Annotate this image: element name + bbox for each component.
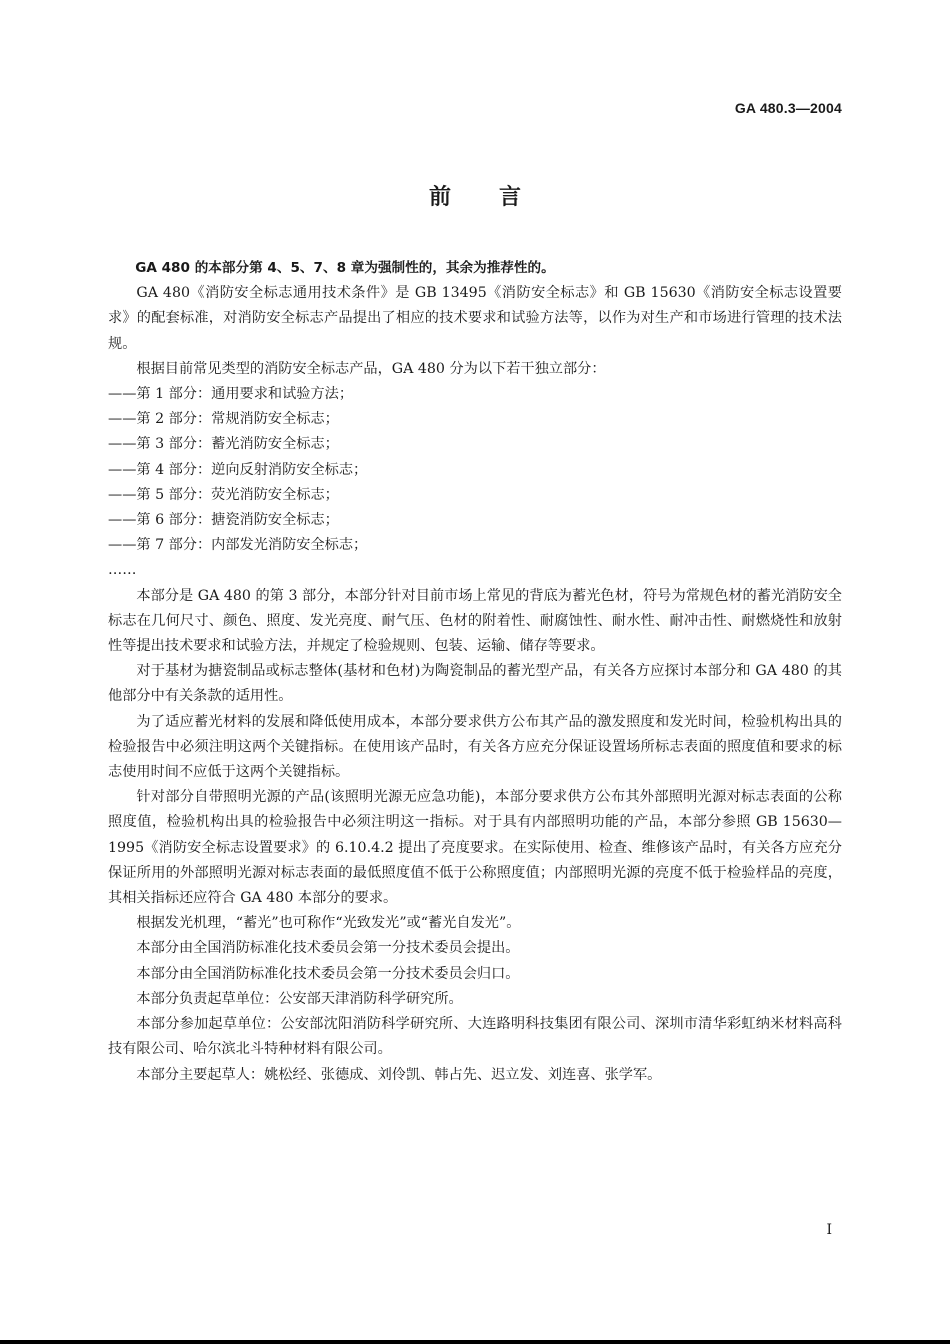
page-number: I xyxy=(826,1222,832,1238)
part-list-item: ——第 3 部分：蓄光消防安全标志； xyxy=(108,436,339,453)
bottom-border xyxy=(0,1340,950,1344)
paragraph-participating-units: 本部分参加起草单位：公安部沈阳消防科学研究所、大连路明科技集团有限公司、深圳市清华彩虹纳米材料高科技有限公司、哈尔滨北斗特种材料有限公司。 xyxy=(108,1016,842,1058)
mandatory-clause-statement: GA 480 的本部分第 4、5、7、8 章为强制性的，其余为推荐性的。 xyxy=(135,260,555,276)
part-list-item: ——第 4 部分：逆向反射消防安全标志； xyxy=(108,461,368,478)
paragraph-managed-by: 本部分由全国消防标准化技术委员会第一分技术委员会归口。 xyxy=(136,965,520,982)
paragraph-terminology: 根据发光机理，“蓄光”也可称作“光致发光”或“蓄光自发光”。 xyxy=(136,915,521,932)
paragraph-proposed-by: 本部分由全国消防标准化技术委员会第一分技术委员会提出。 xyxy=(136,940,520,957)
part-list-item: ——第 6 部分：搪瓷消防安全标志； xyxy=(108,512,339,529)
part-list-item: ——第 2 部分：常规消防安全标志； xyxy=(108,411,339,428)
part-list-item: ——第 5 部分：荧光消防安全标志； xyxy=(108,486,339,503)
paragraph-illumination: 针对部分自带照明光源的产品(该照明光源无应急功能)，本部分要求供方公布其外部照明光源对标志表面的公称照度值，检验机构出具的检验报告中必须注明这一指标。对于具有内部照明功能的产品，本部分参照 GB 15630—1995《消防安全标志设置要求》的 6.10.4.2 提出了亮度要求。在实际使用、检查、维修该产品时，有关各方应充分保证所用的外部照明光源对标志表面的最低照度值不低于公称照度值；内部照明光源的亮度不低于检验样品的亮度，其相关指标还应符合 GA 480 本部分的要求。 xyxy=(108,789,842,907)
standard-code: GA 480.3—2004 xyxy=(734,100,842,116)
title-char-1: 前 xyxy=(428,185,451,210)
title-char-2: 言 xyxy=(499,185,522,210)
part-list-item: ——第 1 部分：通用要求和试验方法； xyxy=(108,386,354,403)
paragraph-drafters: 本部分主要起草人：姚松经、张德成、刘伶凯、韩占先、迟立发、刘连喜、张学军。 xyxy=(136,1066,662,1083)
paragraph-excitation: 为了适应蓄光材料的发展和降低使用成本，本部分要求供方公布其产品的激发照度和发光时间，检验机构出具的检验报告中必须注明这两个关键指标。在使用该产品时，有关各方应充分保证设置场所标志表面的照度值和要求的标志使用时间不应低于这两个关键指标。 xyxy=(108,713,842,781)
list-ellipsis: …… xyxy=(108,562,137,579)
paragraph-enamel-note: 对于基材为搪瓷制品或标志整体(基材和色材)为陶瓷制品的蓄光型产品，有关各方应探讨本部分和 GA 480 的其他部分中有关条款的适用性。 xyxy=(108,663,842,705)
paragraph-scope: 本部分是 GA 480 的第 3 部分，本部分针对目前市场上常见的背底为蓄光色材，符号为常规色材的蓄光消防安全标志在几何尺寸、颜色、照度、发光亮度、耐气压、色材的附着性、耐腐蚀性、耐水性、耐冲击性、耐燃烧性和放射性等提出技术要求和试验方法，并规定了检验规则、包装、运输、储存等要求。 xyxy=(108,587,842,655)
paragraph-background: GA 480《消防安全标志通用技术条件》是 GB 13495《消防安全标志》和 GB 15630《消防安全标志设置要求》的配套标准，对消防安全标志产品提出了相应的技术要求和试验方法等，以作为对生产和市场进行管理的技术法规。 xyxy=(108,285,842,352)
paragraph-drafting-unit: 本部分负责起草单位：公安部天津消防科学研究所。 xyxy=(136,990,463,1007)
foreword-body xyxy=(108,256,842,1088)
page-title xyxy=(0,180,950,211)
paragraph-parts-intro: 根据目前常见类型的消防安全标志产品，GA 480 分为以下若干独立部分： xyxy=(136,360,606,377)
part-list-item: ——第 7 部分：内部发光消防安全标志； xyxy=(108,537,368,554)
